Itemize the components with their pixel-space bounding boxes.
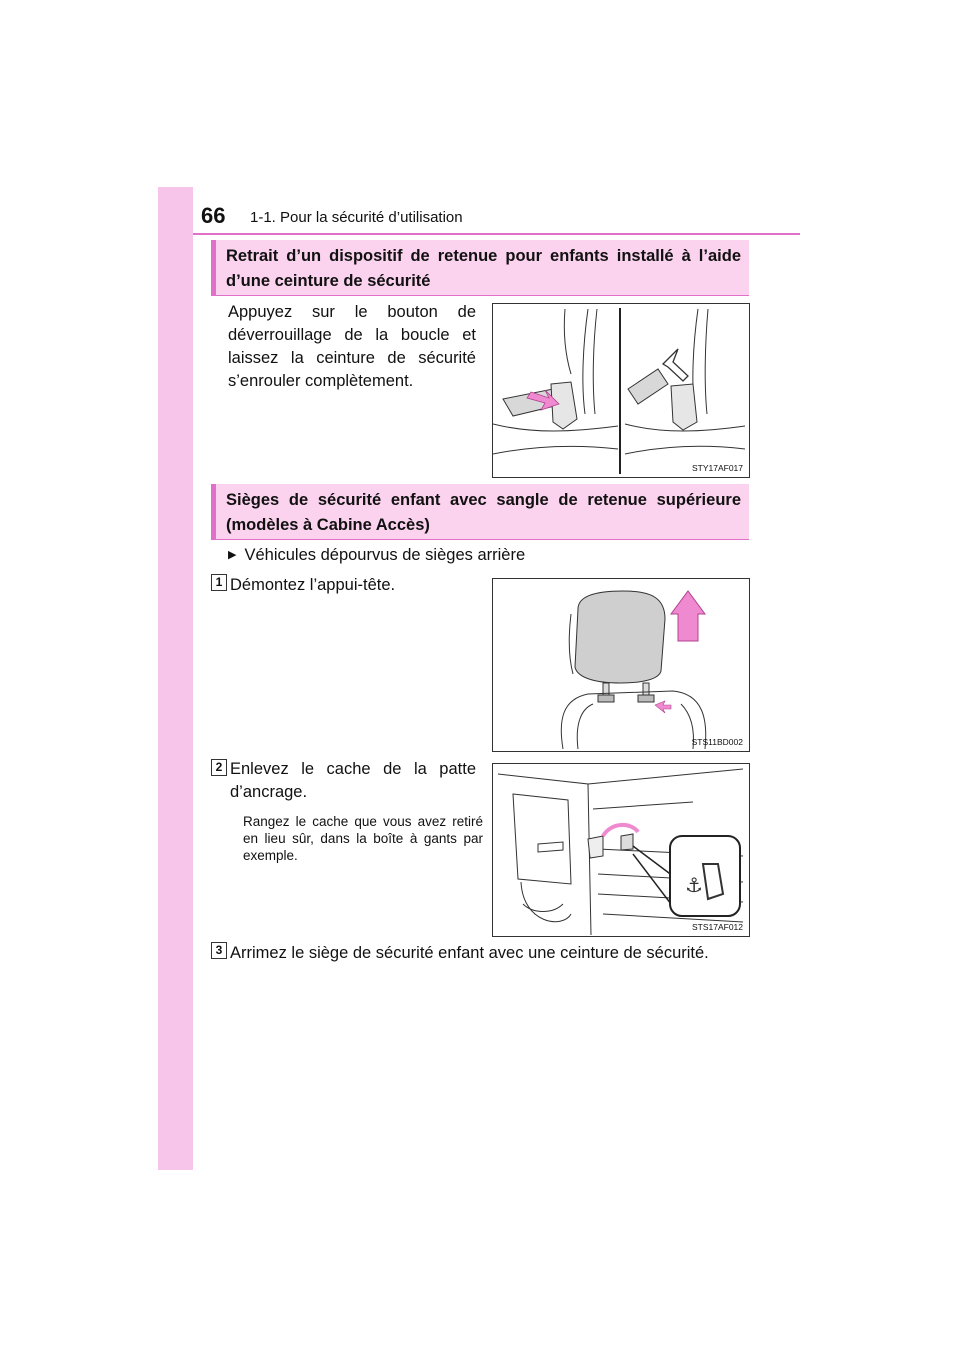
bullet-text: Véhicules dépourvus de sièges arrière [244, 546, 526, 564]
page-number: 66 [201, 203, 226, 228]
step-number-2: 2 [211, 759, 227, 776]
headrest-illustration [493, 579, 748, 750]
step-text-1: Démontez l’appui-tête. [230, 576, 396, 594]
bullet-vehicle-condition [228, 546, 525, 565]
anchor-cover-illustration [493, 764, 748, 935]
removal-instruction: Appuyez sur le bouton de déverrouillage de la boucle et laissez la ceinture de sécurité s’enrouler complètement. [228, 303, 476, 390]
section-heading-removal: Retrait d’un dispositif de retenue pour enfants installé à l’aide d’une ceinture de sécurité [211, 240, 749, 296]
figure-headrest-removal [492, 578, 750, 752]
figure-code: STY17AF017 [691, 463, 743, 473]
step-2-note: Rangez le cache que vous avez retiré en lieu sûr, dans la boîte à gants par exemple. [243, 814, 483, 863]
chapter-title: 1-1. Pour la sécurité d’utilisation [250, 209, 463, 226]
figure-code: STS11BD002 [691, 737, 743, 747]
triangle-bullet-icon: ▶ [228, 549, 237, 561]
svg-text:⚓: ⚓ [685, 873, 703, 897]
header-divider [193, 233, 800, 235]
side-tab-bar [158, 187, 193, 1170]
step-number-1: 1 [211, 574, 227, 591]
step-text-2: Enlevez le cache de la patte d’ancrage. [230, 760, 476, 801]
figure-anchor-cover [492, 763, 750, 937]
step-number-3: 3 [211, 942, 227, 959]
seatbelt-release-illustration [493, 304, 748, 476]
figure-seatbelt-release [492, 303, 750, 478]
figure-code: STS17AF012 [691, 922, 743, 932]
step-text-3: Arrimez le siège de sécurité enfant avec une ceinture de sécurité. [230, 944, 709, 962]
section-heading-top-tether: Sièges de sécurité enfant avec sangle de retenue supérieure (modèles à Cabine Accès) [211, 484, 749, 540]
